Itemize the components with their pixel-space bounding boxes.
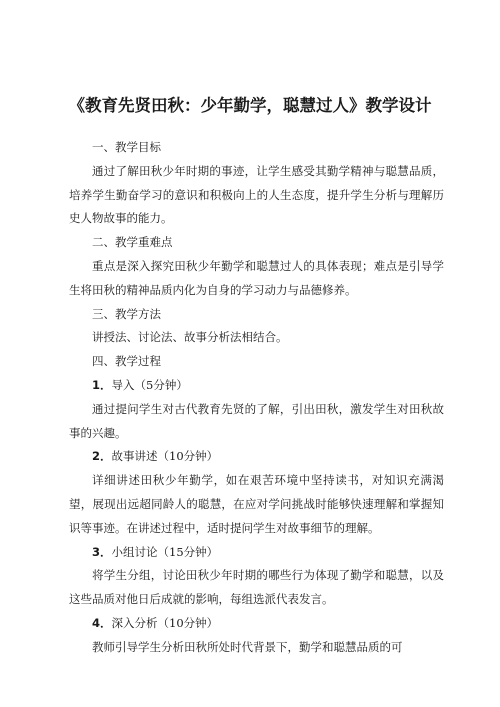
step-body-discussion: 将学生分组，讨论田秋少年时期的哪些行为体现了勤学和聪慧，以及这些品质对他日后成就的影响，每组选派代表发言。 [69,568,444,607]
step-title: 故事讲述（10分钟） [111,449,219,464]
step-title: 小组讨论（15分钟） [111,544,219,559]
step-number: 2． [92,449,112,464]
section-heading-process: 四、教学过程 [92,354,161,369]
step-body-intro: 通过提问学生对古代教育先贤的了解，引出田秋，激发学生对田秋故事的兴趣。 [69,401,444,440]
step-number: 3． [92,544,112,559]
section-body-objectives: 通过了解田秋少年时期的事迹，让学生感受其勤学精神与聪慧品质，培养学生勤奋学习的意识和积极向上的人生态度，提升学生分析与理解历史人物故事的能力。 [69,163,444,226]
step-heading-analysis [69,612,444,636]
section-heading-methods: 三、教学方法 [92,306,161,321]
section-body-key-points: 重点是深入探究田秋少年勤学和聪慧过人的具体表现；难点是引导学生将田秋的精神品质内化为自身的学习动力与品德修养。 [69,258,444,297]
step-title: 导入（5分钟） [111,377,188,392]
step-heading-discussion [69,541,444,565]
section-heading-objectives: 一、教学目标 [92,140,161,154]
document-body [69,136,444,660]
step-title: 深入分析（10分钟） [111,615,219,630]
step-heading-intro [69,374,444,398]
section-body-methods: 讲授法、讨论法、故事分析法相结合。 [92,330,288,345]
step-number: 4． [92,615,112,630]
step-body-analysis: 教师引导学生分析田秋所处时代背景下，勤学和聪慧品质的可 [92,639,403,654]
step-number: 1． [92,377,112,392]
step-heading-story [69,445,444,469]
section-heading-key-points: 二、教学重难点 [92,235,173,250]
document-title: 《教育先贤田秋：少年勤学，聪慧过人》教学设计 [68,96,432,115]
step-body-story: 详细讲述田秋少年勤学，如在艰苦环境中坚持读书，对知识充满渴望，展现出远超同龄人的聪慧，在应对学问挑战时能够快速理解和掌握知识等事迹。在讲述过程中，适时提问学生对故事细节的理解。 [69,473,444,535]
